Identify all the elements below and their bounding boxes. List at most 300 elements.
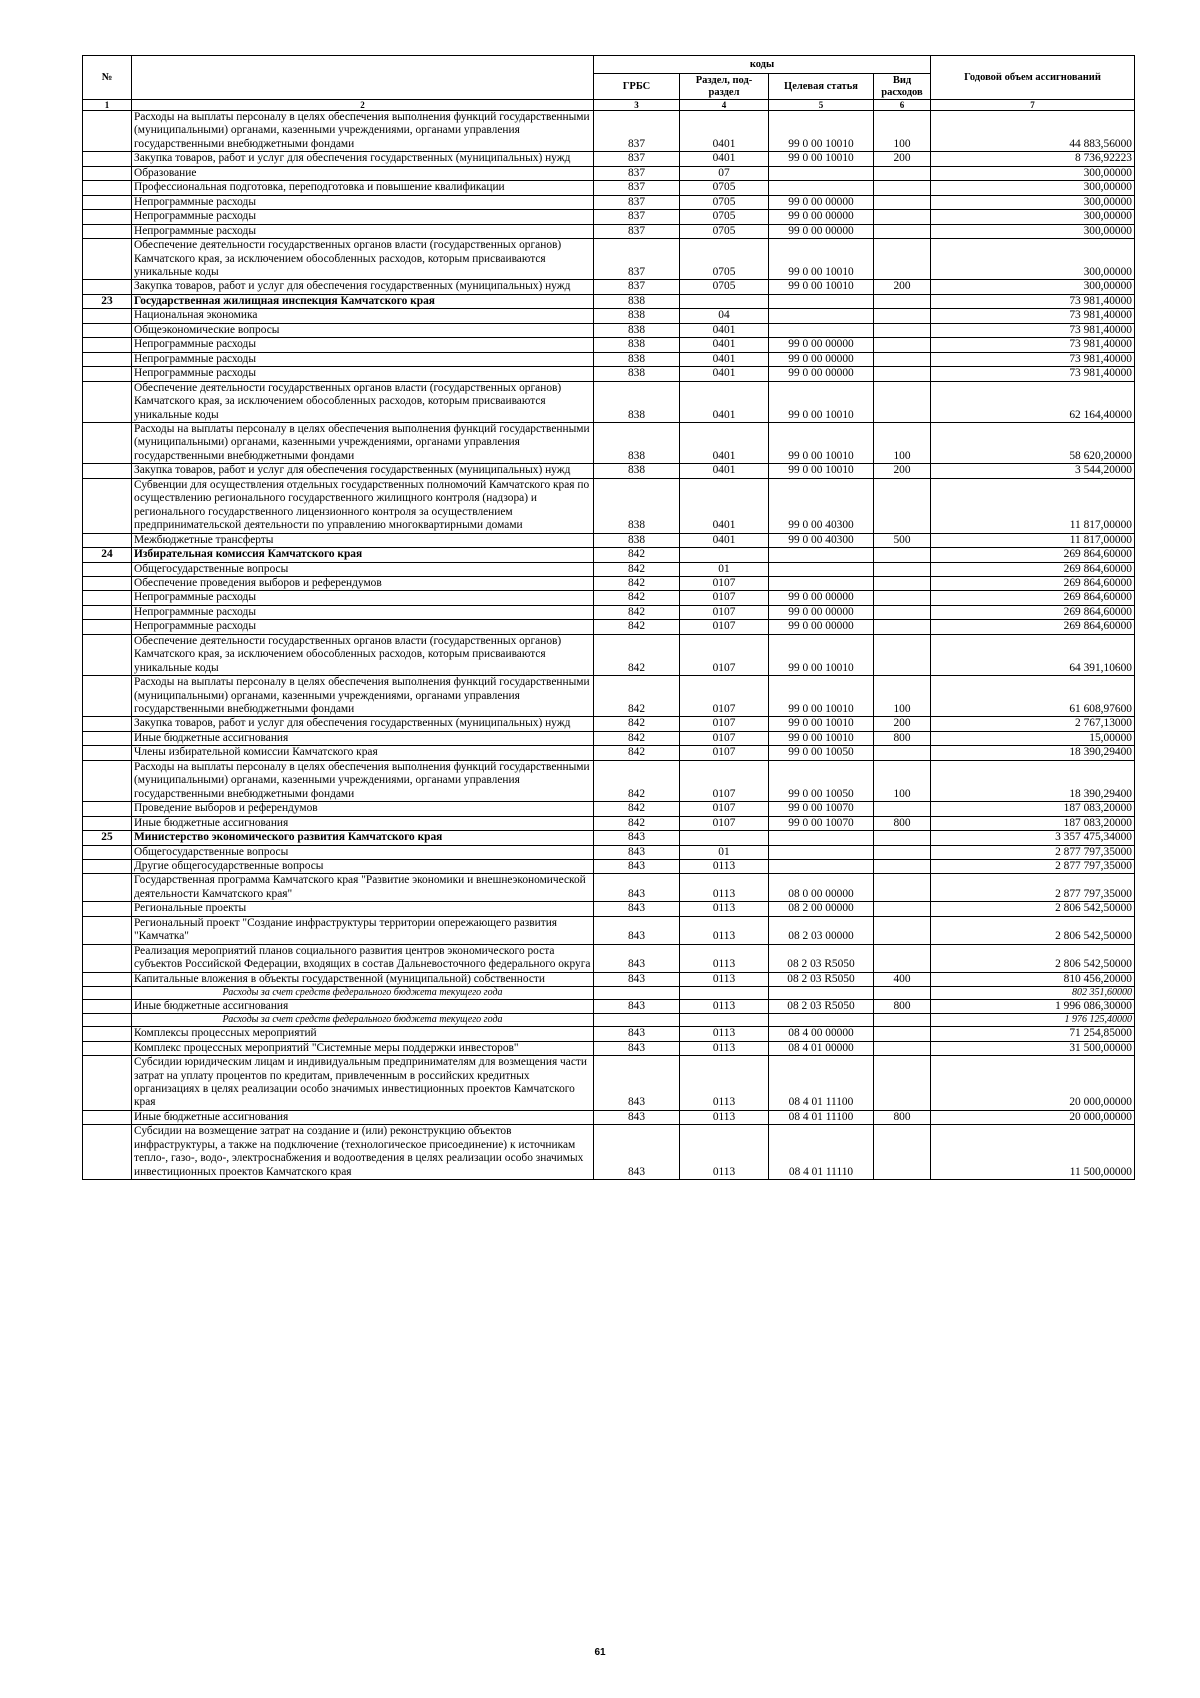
section-code-cell: 0401 xyxy=(680,338,769,352)
grbs-code-cell: 843 xyxy=(594,1027,680,1041)
expense-name-cell: Расходы на выплаты персоналу в целях обеспечения выполнения функций государственными (муниципальными) органами, казенными учреждениями, органами управления государственными внебюджетными фондами xyxy=(132,760,594,801)
row-number-cell xyxy=(83,620,132,634)
amount-cell: 300,00000 xyxy=(931,166,1135,180)
table-row xyxy=(83,323,1135,337)
table-row xyxy=(83,1110,1135,1124)
table-row xyxy=(83,802,1135,816)
amount-cell: 73 981,40000 xyxy=(931,309,1135,323)
amount-cell: 71 254,85000 xyxy=(931,1027,1135,1041)
table-row xyxy=(83,717,1135,731)
expense-kind-cell xyxy=(874,166,931,180)
amount-cell: 64 391,10600 xyxy=(931,634,1135,675)
section-code-cell: 0107 xyxy=(680,746,769,760)
grbs-code-cell: 842 xyxy=(594,634,680,675)
amount-cell: 187 083,20000 xyxy=(931,816,1135,830)
target-article-cell: 99 0 00 10010 xyxy=(769,731,874,745)
expense-kind-cell xyxy=(874,309,931,323)
column-number: 3 xyxy=(594,100,680,111)
expense-kind-cell: 800 xyxy=(874,731,931,745)
amount-cell: 20 000,00000 xyxy=(931,1056,1135,1111)
expense-kind-cell xyxy=(874,1056,931,1111)
expense-kind-cell xyxy=(874,224,931,238)
grbs-code-cell: 843 xyxy=(594,860,680,874)
grbs-code-cell: 842 xyxy=(594,676,680,717)
section-code-cell: 0107 xyxy=(680,731,769,745)
target-article-cell xyxy=(769,166,874,180)
row-number-cell xyxy=(83,605,132,619)
header-target: Целевая статья xyxy=(769,74,874,100)
section-code-cell: 0401 xyxy=(680,533,769,547)
grbs-code-cell: 837 xyxy=(594,210,680,224)
expense-kind-cell xyxy=(874,831,931,845)
section-code-cell: 0107 xyxy=(680,676,769,717)
expense-name-cell: Иные бюджетные ассигнования xyxy=(132,999,594,1013)
section-code-cell: 0401 xyxy=(680,464,769,478)
grbs-code-cell: 837 xyxy=(594,195,680,209)
section-code-cell: 0113 xyxy=(680,1041,769,1055)
amount-cell: 2 806 542,50000 xyxy=(931,916,1135,944)
target-article-cell: 08 4 01 11110 xyxy=(769,1125,874,1180)
target-article-cell: 99 0 00 00000 xyxy=(769,367,874,381)
grbs-code-cell: 843 xyxy=(594,1041,680,1055)
expense-name-cell: Региональный проект "Создание инфраструктуры территории опережающего развития "Камчатка" xyxy=(132,916,594,944)
table-row xyxy=(83,464,1135,478)
grbs-code-cell: 837 xyxy=(594,280,680,294)
expense-kind-cell: 100 xyxy=(874,111,931,152)
grbs-code-cell: 842 xyxy=(594,620,680,634)
row-number-cell: 23 xyxy=(83,294,132,308)
table-row xyxy=(83,381,1135,422)
target-article-cell: 99 0 00 10010 xyxy=(769,422,874,463)
target-article-cell: 99 0 00 00000 xyxy=(769,605,874,619)
expense-name-cell: Непрограммные расходы xyxy=(132,367,594,381)
row-number-cell xyxy=(83,533,132,547)
target-article-cell: 99 0 00 10050 xyxy=(769,746,874,760)
row-number-cell xyxy=(83,111,132,152)
section-code-cell: 0401 xyxy=(680,323,769,337)
target-article-cell: 99 0 00 10010 xyxy=(769,676,874,717)
expense-kind-cell: 100 xyxy=(874,422,931,463)
grbs-code-cell: 842 xyxy=(594,731,680,745)
row-number-cell xyxy=(83,845,132,859)
target-article-cell: 08 0 00 00000 xyxy=(769,874,874,902)
expense-name-cell: Закупка товаров, работ и услуг для обеспечения государственных (муниципальных) нужд xyxy=(132,152,594,166)
row-number-cell xyxy=(83,972,132,986)
table-row xyxy=(83,576,1135,590)
row-number-cell xyxy=(83,152,132,166)
row-number-cell xyxy=(83,746,132,760)
target-article-cell xyxy=(769,294,874,308)
section-code-cell: 0705 xyxy=(680,195,769,209)
expense-name-cell: Общеэкономические вопросы xyxy=(132,323,594,337)
row-number-cell xyxy=(83,323,132,337)
target-article-cell xyxy=(769,845,874,859)
amount-cell: 300,00000 xyxy=(931,239,1135,280)
column-numbers-row xyxy=(83,100,1135,111)
section-code-cell: 0113 xyxy=(680,1027,769,1041)
section-code-cell xyxy=(680,831,769,845)
target-article-cell xyxy=(769,860,874,874)
amount-cell: 3 544,20000 xyxy=(931,464,1135,478)
section-code-cell: 0401 xyxy=(680,111,769,152)
table-row xyxy=(83,972,1135,986)
table-row xyxy=(83,280,1135,294)
table-row xyxy=(83,210,1135,224)
target-article-cell: 08 2 03 R5050 xyxy=(769,999,874,1013)
section-code-cell: 0113 xyxy=(680,902,769,916)
target-article-cell: 99 0 00 10010 xyxy=(769,464,874,478)
section-code-cell: 0401 xyxy=(680,381,769,422)
column-number: 1 xyxy=(83,100,132,111)
target-article-cell: 99 0 00 00000 xyxy=(769,338,874,352)
expense-kind-cell xyxy=(874,916,931,944)
amount-cell: 18 390,29400 xyxy=(931,760,1135,801)
target-article-cell: 08 2 03 00000 xyxy=(769,916,874,944)
row-number-cell xyxy=(83,987,132,1000)
expense-name-cell: Обеспечение деятельности государственных органов власти (государственных органов) Камчатского края, за исключением обособленных расходов, которым присваиваются уникальные коды xyxy=(132,239,594,280)
expense-name-cell: Члены избирательной комиссии Камчатского края xyxy=(132,746,594,760)
grbs-code-cell: 838 xyxy=(594,309,680,323)
expense-name-cell: Избирательная комиссия Камчатского края xyxy=(132,548,594,562)
header-codes: коды xyxy=(594,56,931,74)
section-code-cell xyxy=(680,294,769,308)
target-article-cell xyxy=(769,831,874,845)
table-row xyxy=(83,860,1135,874)
grbs-code-cell: 838 xyxy=(594,338,680,352)
section-code-cell: 0705 xyxy=(680,181,769,195)
row-number-cell xyxy=(83,944,132,972)
expense-name-cell: Непрограммные расходы xyxy=(132,210,594,224)
amount-cell: 300,00000 xyxy=(931,280,1135,294)
section-code-cell: 0107 xyxy=(680,591,769,605)
table-row xyxy=(83,294,1135,308)
expense-kind-cell: 500 xyxy=(874,533,931,547)
table-row xyxy=(83,548,1135,562)
table-row xyxy=(83,816,1135,830)
row-number-cell xyxy=(83,1027,132,1041)
expense-name-cell: Профессиональная подготовка, переподготовка и повышение квалификации xyxy=(132,181,594,195)
amount-cell: 2 877 797,35000 xyxy=(931,860,1135,874)
grbs-code-cell: 843 xyxy=(594,902,680,916)
grbs-code-cell: 843 xyxy=(594,999,680,1013)
row-number-cell: 25 xyxy=(83,831,132,845)
section-code-cell: 0107 xyxy=(680,620,769,634)
table-row xyxy=(83,591,1135,605)
expense-kind-cell: 100 xyxy=(874,676,931,717)
row-number-cell xyxy=(83,562,132,576)
section-code-cell: 07 xyxy=(680,166,769,180)
row-number-cell xyxy=(83,591,132,605)
column-number: 4 xyxy=(680,100,769,111)
expense-kind-cell xyxy=(874,845,931,859)
target-article-cell xyxy=(769,323,874,337)
expense-kind-cell xyxy=(874,987,931,1000)
amount-cell: 2 877 797,35000 xyxy=(931,874,1135,902)
row-number-cell xyxy=(83,338,132,352)
target-article-cell xyxy=(769,562,874,576)
row-number-cell xyxy=(83,802,132,816)
section-code-cell: 0401 xyxy=(680,367,769,381)
section-code-cell: 0113 xyxy=(680,1125,769,1180)
section-code-cell: 0107 xyxy=(680,634,769,675)
expense-kind-cell: 800 xyxy=(874,1110,931,1124)
table-row xyxy=(83,352,1135,366)
expense-kind-cell: 200 xyxy=(874,280,931,294)
target-article-cell xyxy=(769,1014,874,1027)
section-code-cell: 0401 xyxy=(680,422,769,463)
amount-cell: 62 164,40000 xyxy=(931,381,1135,422)
row-number-cell xyxy=(83,422,132,463)
row-number-cell xyxy=(83,195,132,209)
header-kind: Вид расходов xyxy=(874,74,931,100)
section-code-cell: 0107 xyxy=(680,717,769,731)
amount-cell: 31 500,00000 xyxy=(931,1041,1135,1055)
expense-name-cell: Закупка товаров, работ и услуг для обеспечения государственных (муниципальных) нужд xyxy=(132,717,594,731)
amount-cell: 300,00000 xyxy=(931,195,1135,209)
table-row xyxy=(83,831,1135,845)
target-article-cell: 99 0 00 00000 xyxy=(769,224,874,238)
target-article-cell xyxy=(769,181,874,195)
grbs-code-cell: 843 xyxy=(594,916,680,944)
expense-name-cell: Расходы за счет средств федерального бюджета текущего года xyxy=(132,987,594,1000)
expense-name-cell: Региональные проекты xyxy=(132,902,594,916)
section-code-cell: 0107 xyxy=(680,576,769,590)
grbs-code-cell: 837 xyxy=(594,239,680,280)
amount-cell: 300,00000 xyxy=(931,181,1135,195)
section-code-cell: 0113 xyxy=(680,1110,769,1124)
amount-cell: 15,00000 xyxy=(931,731,1135,745)
grbs-code-cell: 838 xyxy=(594,381,680,422)
row-number-cell xyxy=(83,239,132,280)
column-number: 6 xyxy=(874,100,931,111)
table-row xyxy=(83,478,1135,533)
target-article-cell xyxy=(769,548,874,562)
table-row xyxy=(83,338,1135,352)
table-row xyxy=(83,605,1135,619)
grbs-code-cell: 843 xyxy=(594,944,680,972)
grbs-code-cell: 842 xyxy=(594,605,680,619)
target-article-cell: 99 0 00 10010 xyxy=(769,634,874,675)
table-row xyxy=(83,999,1135,1013)
expense-kind-cell xyxy=(874,605,931,619)
expense-name-cell: Государственная программа Камчатского края "Развитие экономики и внешнеэкономической деятельности Камчатского края" xyxy=(132,874,594,902)
table-row xyxy=(83,902,1135,916)
grbs-code-cell: 837 xyxy=(594,152,680,166)
section-code-cell: 04 xyxy=(680,309,769,323)
amount-cell: 2 877 797,35000 xyxy=(931,845,1135,859)
grbs-code-cell: 842 xyxy=(594,760,680,801)
grbs-code-cell: 842 xyxy=(594,816,680,830)
target-article-cell: 99 0 00 10010 xyxy=(769,280,874,294)
expense-name-cell: Обеспечение проведения выборов и референдумов xyxy=(132,576,594,590)
amount-cell: 269 864,60000 xyxy=(931,591,1135,605)
section-code-cell: 0113 xyxy=(680,916,769,944)
section-code-cell: 0113 xyxy=(680,944,769,972)
section-code-cell: 0113 xyxy=(680,874,769,902)
expense-name-cell: Иные бюджетные ассигнования xyxy=(132,731,594,745)
amount-cell: 73 981,40000 xyxy=(931,294,1135,308)
row-number-cell xyxy=(83,367,132,381)
target-article-cell: 99 0 00 00000 xyxy=(769,620,874,634)
amount-cell: 269 864,60000 xyxy=(931,576,1135,590)
amount-cell: 73 981,40000 xyxy=(931,367,1135,381)
amount-cell: 1 976 125,40000 xyxy=(931,1014,1135,1027)
expense-kind-cell xyxy=(874,323,931,337)
expense-kind-cell xyxy=(874,1041,931,1055)
expense-name-cell: Капитальные вложения в объекты государственной (муниципальной) собственности xyxy=(132,972,594,986)
expense-kind-cell xyxy=(874,860,931,874)
table-row xyxy=(83,224,1135,238)
amount-cell: 73 981,40000 xyxy=(931,352,1135,366)
table-row xyxy=(83,181,1135,195)
note-row xyxy=(83,1014,1135,1027)
row-number-cell xyxy=(83,1056,132,1111)
section-code-cell: 0401 xyxy=(680,152,769,166)
header-section: Раздел, под-раздел xyxy=(680,74,769,100)
row-number-cell xyxy=(83,464,132,478)
table-row xyxy=(83,845,1135,859)
table-row xyxy=(83,760,1135,801)
expense-kind-cell xyxy=(874,634,931,675)
target-article-cell: 99 0 00 10070 xyxy=(769,802,874,816)
grbs-code-cell: 843 xyxy=(594,874,680,902)
column-number: 5 xyxy=(769,100,874,111)
row-number-cell xyxy=(83,1110,132,1124)
grbs-code-cell: 837 xyxy=(594,181,680,195)
grbs-code-cell: 838 xyxy=(594,422,680,463)
expense-name-cell: Иные бюджетные ассигнования xyxy=(132,816,594,830)
grbs-code-cell: 843 xyxy=(594,831,680,845)
amount-cell: 802 351,60000 xyxy=(931,987,1135,1000)
target-article-cell: 99 0 00 40300 xyxy=(769,533,874,547)
expense-kind-cell xyxy=(874,591,931,605)
expense-name-cell: Субсидии на возмещение затрат на создание и (или) реконструкцию объектов инфраструктуры, а также на подключение (технологическое присоединение) к источникам тепло-, газо-, водо-, электроснабжения и водоотведения в целях реализации особо значимых инвестиционных проектов Камчатского края xyxy=(132,1125,594,1180)
amount-cell: 269 864,60000 xyxy=(931,562,1135,576)
grbs-code-cell: 843 xyxy=(594,972,680,986)
amount-cell: 11 817,00000 xyxy=(931,533,1135,547)
expense-kind-cell xyxy=(874,367,931,381)
section-code-cell: 0107 xyxy=(680,816,769,830)
amount-cell: 73 981,40000 xyxy=(931,338,1135,352)
target-article-cell: 99 0 00 10010 xyxy=(769,717,874,731)
grbs-code-cell: 837 xyxy=(594,111,680,152)
grbs-code-cell xyxy=(594,987,680,1000)
expense-name-cell: Закупка товаров, работ и услуг для обеспечения государственных (муниципальных) нужд xyxy=(132,464,594,478)
expense-name-cell: Общегосударственные вопросы xyxy=(132,562,594,576)
grbs-code-cell: 842 xyxy=(594,802,680,816)
expense-kind-cell xyxy=(874,802,931,816)
expense-kind-cell xyxy=(874,352,931,366)
amount-cell: 269 864,60000 xyxy=(931,605,1135,619)
table-row xyxy=(83,746,1135,760)
row-number-cell xyxy=(83,731,132,745)
target-article-cell: 99 0 00 10010 xyxy=(769,152,874,166)
expense-name-cell: Комплекс процессных мероприятий "Системные меры поддержки инвесторов" xyxy=(132,1041,594,1055)
note-row xyxy=(83,987,1135,1000)
target-article-cell: 99 0 00 00000 xyxy=(769,591,874,605)
target-article-cell: 08 2 00 00000 xyxy=(769,902,874,916)
row-number-cell xyxy=(83,760,132,801)
amount-cell: 300,00000 xyxy=(931,210,1135,224)
section-code-cell: 0401 xyxy=(680,478,769,533)
amount-cell: 269 864,60000 xyxy=(931,620,1135,634)
grbs-code-cell: 843 xyxy=(594,1110,680,1124)
expense-kind-cell xyxy=(874,195,931,209)
grbs-code-cell: 843 xyxy=(594,1125,680,1180)
row-number-cell xyxy=(83,1014,132,1027)
expense-kind-cell xyxy=(874,338,931,352)
row-number-cell xyxy=(83,916,132,944)
section-code-cell: 01 xyxy=(680,845,769,859)
target-article-cell: 08 2 03 R5050 xyxy=(769,972,874,986)
amount-cell: 73 981,40000 xyxy=(931,323,1135,337)
amount-cell: 1 996 086,30000 xyxy=(931,999,1135,1013)
header-name xyxy=(132,56,594,100)
expense-kind-cell xyxy=(874,620,931,634)
section-code-cell: 0705 xyxy=(680,239,769,280)
grbs-code-cell: 838 xyxy=(594,323,680,337)
expense-kind-cell: 200 xyxy=(874,717,931,731)
amount-cell: 2 806 542,50000 xyxy=(931,944,1135,972)
expense-name-cell: Закупка товаров, работ и услуг для обеспечения государственных (муниципальных) нужд xyxy=(132,280,594,294)
table-row xyxy=(83,916,1135,944)
row-number-cell xyxy=(83,309,132,323)
amount-cell: 44 883,56000 xyxy=(931,111,1135,152)
expense-name-cell: Обеспечение деятельности государственных органов власти (государственных органов) Камчатского края, за исключением обособленных расходов, которым присваиваются уникальные коды xyxy=(132,381,594,422)
expense-name-cell: Другие общегосударственные вопросы xyxy=(132,860,594,874)
section-code-cell: 0113 xyxy=(680,999,769,1013)
row-number-cell xyxy=(83,1125,132,1180)
expense-kind-cell xyxy=(874,1014,931,1027)
expense-name-cell: Министерство экономического развития Камчатского края xyxy=(132,831,594,845)
expense-kind-cell: 200 xyxy=(874,152,931,166)
expense-kind-cell xyxy=(874,478,931,533)
expense-kind-cell xyxy=(874,381,931,422)
table-row xyxy=(83,152,1135,166)
grbs-code-cell: 843 xyxy=(594,1056,680,1111)
table-row xyxy=(83,422,1135,463)
header-grbs: ГРБС xyxy=(594,74,680,100)
grbs-code-cell: 842 xyxy=(594,746,680,760)
expense-name-cell: Общегосударственные вопросы xyxy=(132,845,594,859)
section-code-cell xyxy=(680,1014,769,1027)
grbs-code-cell: 842 xyxy=(594,717,680,731)
expense-name-cell: Непрограммные расходы xyxy=(132,620,594,634)
target-article-cell: 99 0 00 40300 xyxy=(769,478,874,533)
expense-name-cell: Непрограммные расходы xyxy=(132,224,594,238)
expense-name-cell: Непрограммные расходы xyxy=(132,195,594,209)
expense-kind-cell xyxy=(874,562,931,576)
target-article-cell: 99 0 00 00000 xyxy=(769,195,874,209)
expense-kind-cell xyxy=(874,548,931,562)
row-number-cell: 24 xyxy=(83,548,132,562)
expense-kind-cell: 200 xyxy=(874,464,931,478)
row-number-cell xyxy=(83,210,132,224)
section-code-cell xyxy=(680,548,769,562)
expense-kind-cell: 100 xyxy=(874,760,931,801)
target-article-cell xyxy=(769,576,874,590)
target-article-cell: 08 4 00 00000 xyxy=(769,1027,874,1041)
row-number-cell xyxy=(83,634,132,675)
expense-kind-cell: 400 xyxy=(874,972,931,986)
row-number-cell xyxy=(83,166,132,180)
expense-name-cell: Реализация мероприятий планов социального развития центров экономического роста субъектов Российской Федерации, входящих в состав Дальневосточного федерального округа xyxy=(132,944,594,972)
expense-name-cell: Образование xyxy=(132,166,594,180)
target-article-cell: 99 0 00 10070 xyxy=(769,816,874,830)
target-article-cell: 99 0 00 00000 xyxy=(769,210,874,224)
section-code-cell: 0705 xyxy=(680,280,769,294)
expense-name-cell: Межбюджетные трансферты xyxy=(132,533,594,547)
